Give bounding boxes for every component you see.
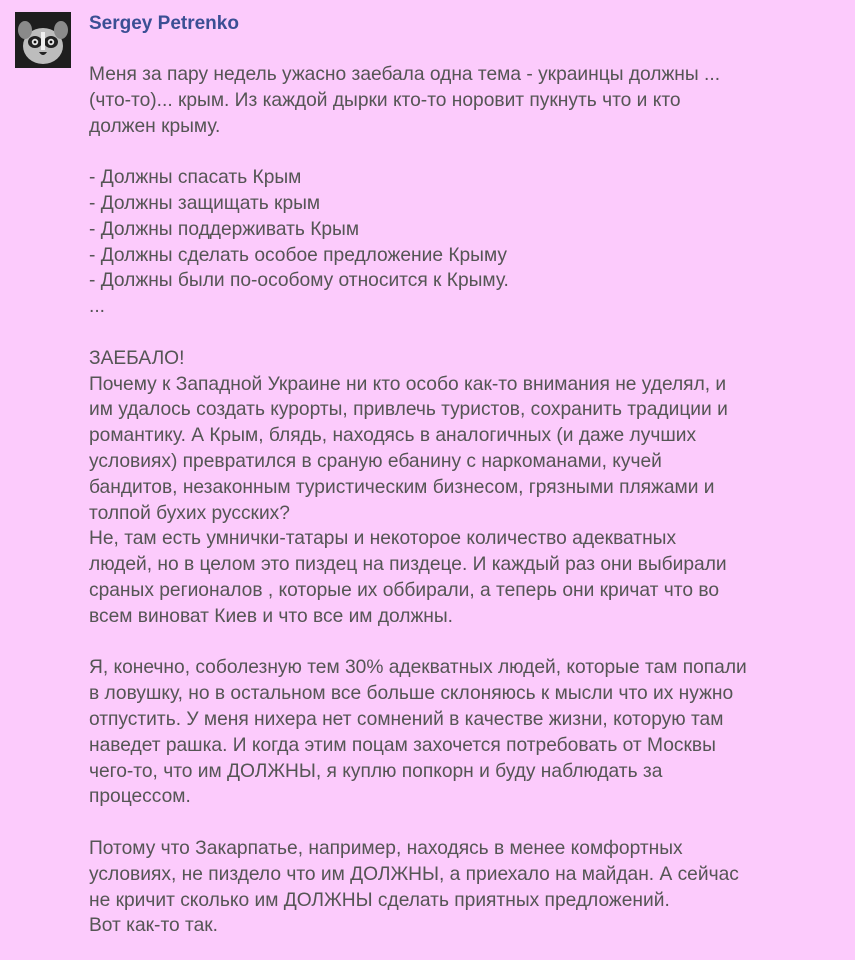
- post-line: Потому что Закарпатье, например, находясь в менее комфортных: [89, 837, 683, 859]
- author-name[interactable]: Sergey Petrenko: [89, 13, 239, 34]
- post-line: толпой бухих русских?: [89, 502, 290, 524]
- post-line: романтику. А Крым, блядь, находясь в аналогичных (и даже лучших: [89, 425, 697, 447]
- paragraph-gap: [89, 320, 839, 346]
- post-line: условиях, не пиздело что им ДОЛЖНЫ, а приехало на майдан. А сейчас: [89, 863, 739, 885]
- post-line: - Должны защищать крым: [89, 192, 321, 214]
- post-line: наведет рашка. И когда этим поцам захочется потребовать от Москвы: [89, 734, 716, 756]
- post-line: - Должны были по-особому относится к Крыму.: [89, 270, 509, 292]
- post-line: процессом.: [89, 786, 191, 808]
- post-body: [89, 62, 839, 939]
- post-line: сраных регионалов , которые их оббирали, а теперь они кричат что во: [89, 579, 720, 601]
- post-line: Я, конечно, соболезную тем 30% адекватных людей, которые там попали: [89, 657, 747, 679]
- post-line: ...: [89, 296, 105, 318]
- post-line: должен крыму.: [89, 115, 221, 137]
- paragraph-gap: [89, 630, 839, 656]
- post-line: - Должны спасать Крым: [89, 167, 302, 189]
- post-line: - Должны поддерживать Крым: [89, 218, 360, 240]
- post-line: Не, там есть умнички-татары и некоторое количество адекватных: [89, 528, 677, 550]
- post-line: Меня за пару недель ужасно заебала одна тема - украинцы должны ...: [89, 64, 721, 85]
- post-line: не кричит сколько им ДОЛЖНЫ сделать приятных предложений.: [89, 889, 670, 911]
- post-line: им удалось создать курорты, привлечь туристов, сохранить традиции и: [89, 399, 728, 421]
- post-line: (что-то)... крым. Из каждой дырки кто-то норовит пукнуть что и кто: [89, 89, 681, 111]
- post-line: Вот как-то так.: [89, 915, 218, 937]
- paragraph-gap: [89, 810, 839, 836]
- post-line: ЗАЕБАЛО!: [89, 347, 185, 369]
- post-line: отпустить. У меня нихера нет сомнений в качестве жизни, которую там: [89, 708, 724, 730]
- post-line: чего-то, что им ДОЛЖНЫ, я куплю попкорн и буду наблюдать за: [89, 760, 663, 782]
- post-line: в ловушку, но в остальном все больше склоняюсь к мысли что их нужно: [89, 683, 734, 705]
- post-line: - Должны сделать особое предложение Крыму: [89, 244, 507, 266]
- paragraph-gap: [89, 139, 839, 165]
- author-avatar[interactable]: [15, 12, 71, 68]
- post-line: Почему к Западной Украине ни кто особо как-то внимания не уделял, и: [89, 373, 727, 395]
- lemur-avatar-icon: [15, 12, 71, 68]
- post-line: всем виноват Киев и что все им должны.: [89, 605, 454, 627]
- post-line: бандитов, незаконным туристическим бизнесом, грязными пляжами и: [89, 476, 715, 498]
- post-line: условиях) превратился в сраную ебанину с наркоманами, кучей: [89, 450, 662, 472]
- post-line: людей, но в целом это пиздец на пиздеце. И каждый раз они выбирали: [89, 554, 727, 576]
